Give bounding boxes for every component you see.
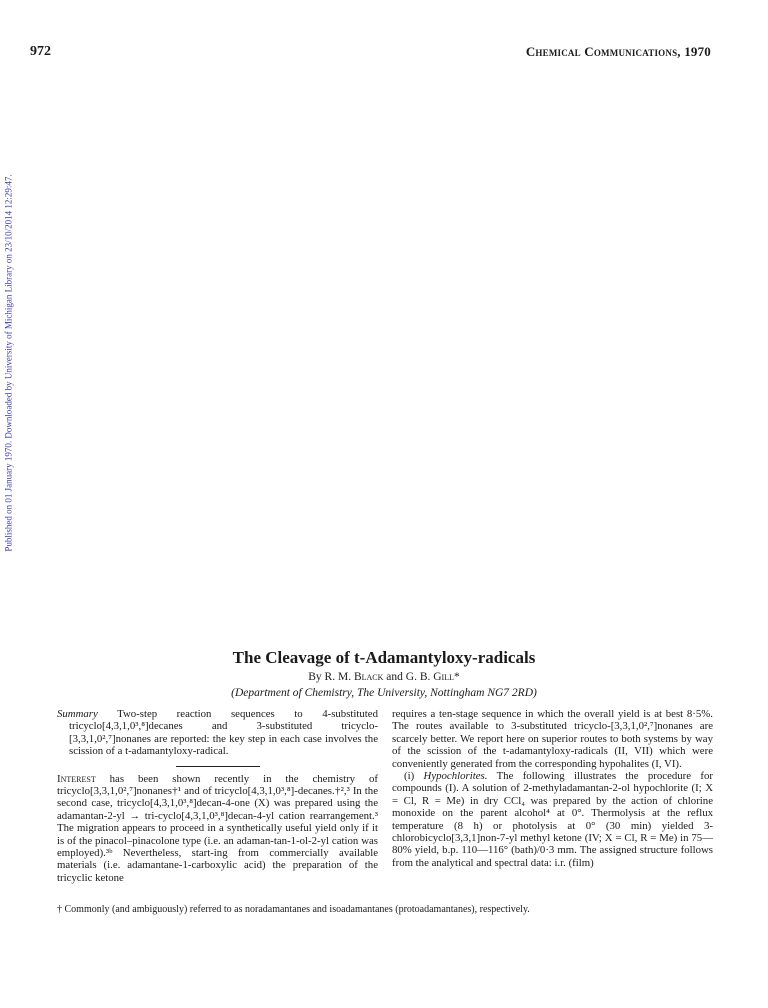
- byline-mid: and G. B.: [383, 671, 434, 683]
- section-prefix: (i): [404, 770, 424, 783]
- summary-divider: [176, 766, 260, 767]
- author-surname-black: Black: [353, 671, 384, 683]
- footnote: † Commonly (and ambiguously) referred to as noradamantanes and isoadamantanes (protoadamantanes), respectively.: [57, 904, 530, 915]
- left-column: [57, 708, 378, 884]
- publication-notice-link[interactable]: Published on 01 January 1970. Downloaded by University of Michigan Library on 23/10/2014 12:29:47.: [4, 174, 14, 552]
- publication-notice-sidebar: [2, 98, 16, 628]
- article-byline: [0, 671, 768, 683]
- intro-paragraph: [57, 773, 378, 885]
- summary-paragraph: [57, 708, 378, 758]
- hypochlorites-paragraph: [392, 770, 713, 869]
- summary-label: Summary: [57, 708, 98, 720]
- intro-text: has been shown recently in the chemistry of tricyclo[3,3,1,0²,⁷]nonanes†¹ and of tricyclo[4,3,1,0³,⁸]-decanes.†²,³ In the second case, tricyclo[4,3,1,0³,⁸]decan-4-one (X) was prepared using the adamantan-2-yl → tri-cyclo[4,3,1,0³,⁸]decan-4-yl cation rearrangement.³ The migration appears to proceed in a synthetically useful yield only if it is of the pinacol–pinacolone type (i.e. an adaman-tan-1-ol-2-yl cation was employed).³ᵇ Nevertheless, start-ing from commercially available materials (i.e. adamantane-1-carboxylic acid) the preparation of the tricyclic ketone: [57, 772, 378, 884]
- author-affiliation: (Department of Chemistry, The University, Nottingham NG7 2RD): [231, 687, 537, 699]
- continuation-paragraph: requires a ten-stage sequence in which the overall yield is at best 8·5%. The routes available to 3-substituted tricyclo-[3,3,1,0²,⁷]nonanes are scarcely better. We report here on superior routes to both systems by way of the scission of the t-adamantyloxy-radicals (II, VII) which were conveniently generated from the corresponding hypohalites (I, VI).: [392, 708, 713, 770]
- author-surname-gill: Gill*: [433, 671, 460, 683]
- hypochlorites-text: The following illustrates the procedure for compounds (I). A solution of 2-methyladamantan-2-ol hypochlorite (I; X = Cl, R = Me) in dry CCl₄ was prepared by the action of chlorine monoxide on the parent alcohol⁴ at 0°. Thermolysis at the reflux temperature (8 h) or photolysis at 0° (30 min) yielded 3-chlorobicyclo[3,3,1]non-7-yl methyl ketone (IV; X = Cl, R = Me) in 75—80% yield, b.p. 110—116° (bath)/0·3 mm. The assigned structure follows from the analytical and spectral data: i.r. (film): [392, 770, 713, 869]
- intro-lead-word: Interest: [57, 772, 96, 785]
- journal-header: Chemical Communications, 1970: [525, 44, 711, 59]
- page-number: 972: [30, 44, 51, 59]
- byline-prefix: By R. M.: [308, 671, 354, 683]
- right-column: [392, 708, 713, 869]
- section-label: Hypochlorites.: [423, 770, 488, 783]
- summary-text: Two-step reaction sequences to 4-substituted tricyclo[4,3,1,0³,⁸]decanes and 3-substituted tricyclo-[3,3,1,0²,⁷]nonanes are reported: the key step in each case involves the scission of a t-adamantyloxy-radical.: [69, 708, 378, 758]
- article-title: The Cleavage of t-Adamantyloxy-radicals: [232, 648, 536, 667]
